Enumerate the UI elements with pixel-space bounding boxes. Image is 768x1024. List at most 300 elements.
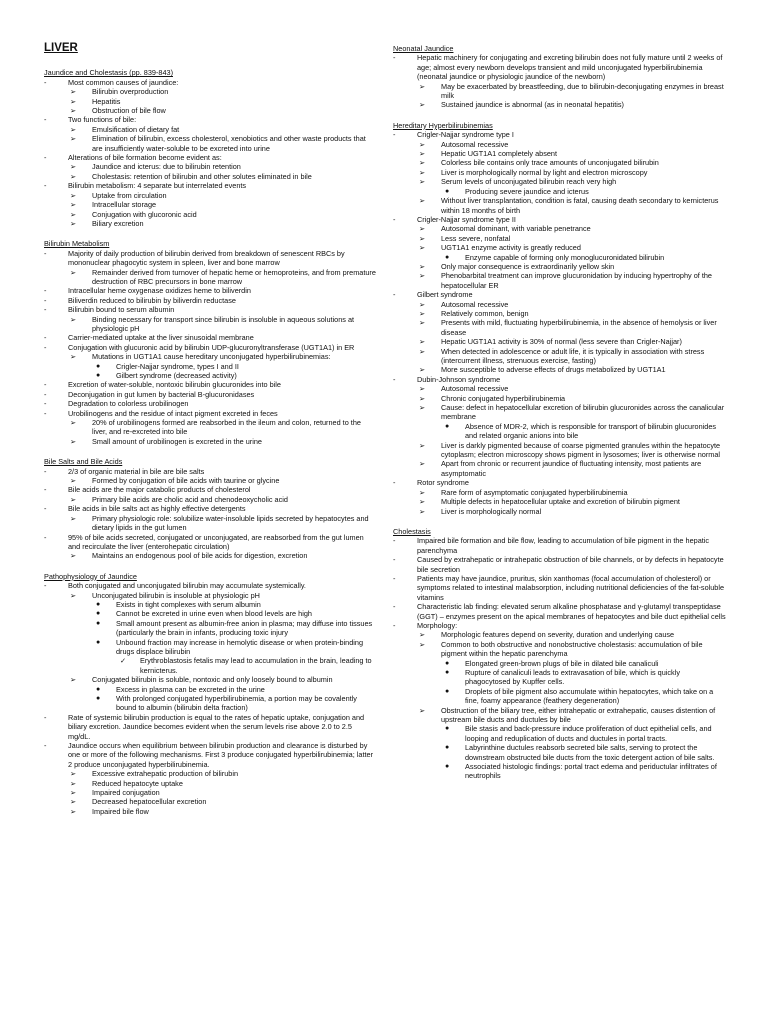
list-item (44, 162, 376, 171)
bullet-marker: ● (96, 372, 101, 379)
bullet-marker: ● (96, 362, 101, 370)
list-item (393, 574, 727, 602)
bullet-marker: - (393, 555, 396, 565)
bullet-marker: ➢ (419, 299, 426, 309)
list-item (393, 706, 727, 725)
list-item (393, 375, 727, 384)
list-item (393, 403, 727, 422)
list-item (44, 694, 376, 713)
bullet-marker: ● (96, 638, 101, 646)
list-item-text: Elongated green-brown plugs of bile in dilated bile canaliculi (465, 658, 659, 668)
bullet-marker: ➢ (70, 797, 77, 807)
list-item-text: Hepatitis (92, 96, 121, 106)
list-item (393, 478, 727, 487)
bullet-marker: ➢ (70, 476, 77, 486)
list-item (44, 476, 376, 485)
list-item (44, 485, 376, 494)
list-item (44, 741, 376, 769)
list-item (44, 797, 376, 806)
left-column (44, 42, 376, 816)
list-item (393, 215, 727, 224)
list-item (393, 140, 727, 149)
list-item-text: Autosomal dominant, with variable penetrance (441, 224, 591, 234)
list-item-text: Sustained jaundice is abnormal (as in neonatal hepatitis) (441, 100, 624, 110)
list-item (393, 365, 727, 374)
bullet-marker: ✓ (120, 656, 127, 666)
bullet-marker: ➢ (70, 352, 77, 362)
bullet-marker: ● (445, 744, 450, 752)
bullet-marker: ● (445, 187, 450, 195)
list-item (393, 743, 727, 762)
bullet-marker: ➢ (70, 87, 77, 97)
bullet-marker: ➢ (70, 162, 77, 172)
bullet-marker: - (44, 115, 47, 125)
bullet-marker: ● (445, 763, 450, 771)
list-item-text: Colorless bile contains only trace amounts of unconjugated bilirubin (441, 158, 659, 168)
bullet-marker: ➢ (70, 513, 77, 523)
list-item-text: Conjugated bilirubin is soluble, nontoxic and only loosely bound to albumin (92, 675, 333, 685)
list-item-text: Cholestasis: retention of bilirubin and other solutes eliminated in bile (92, 171, 312, 181)
list-item (393, 187, 727, 196)
bullet-marker: - (393, 573, 396, 583)
list-item-text: Without liver transplantation, condition is fatal, causing death secondary to kernicterus within 18 months of birth (441, 196, 719, 215)
bullet-marker: ➢ (419, 271, 426, 281)
list-item (44, 533, 376, 552)
list-item (393, 441, 727, 460)
list-item (44, 779, 376, 788)
list-item-text: Urobilinogens and the residue of intact pigment excreted in feces (68, 408, 278, 418)
bullet-marker: ➢ (419, 393, 426, 403)
list-item (44, 619, 376, 638)
section-heading: Neonatal Jaundice (393, 44, 454, 53)
list-item-text: Chronic conjugated hyperbilirubinemia (441, 393, 566, 403)
list-item (44, 78, 376, 87)
list-item-text: Most common causes of jaundice: (68, 77, 179, 87)
bullet-marker: - (393, 53, 396, 63)
bullet-marker: ➢ (70, 314, 77, 324)
bullet-marker: ➢ (419, 81, 426, 91)
list-item (44, 713, 376, 741)
bullet-marker: - (393, 602, 396, 612)
list-item-text: Impaired conjugation (92, 788, 160, 798)
list-item-text: Both conjugated and unconjugated bilirubin may accumulate systemically. (68, 581, 306, 591)
list-item-text: Decreased hepatocellular excretion (92, 797, 207, 807)
bullet-marker: ● (96, 600, 101, 608)
list-item (44, 437, 376, 446)
bullet-marker: - (44, 77, 47, 87)
list-item (393, 422, 727, 441)
bullet-marker: ➢ (419, 337, 426, 347)
list-item (44, 200, 376, 209)
bullet-marker: - (44, 181, 47, 191)
list-item (44, 115, 376, 124)
list-item-text: Biliary excretion (92, 218, 144, 228)
list-item-text: Crigler-Najjar syndrome type I (417, 130, 514, 140)
section-heading: Bilirubin Metabolism (44, 239, 110, 249)
bullet-marker: - (44, 408, 47, 418)
list-item-text: 2/3 of organic material in bile are bile salts (68, 466, 205, 476)
bullet-marker: ➢ (70, 778, 77, 788)
list-item (393, 630, 727, 639)
list-item-text: Autosomal recessive (441, 384, 509, 394)
bullet-marker: ➢ (70, 267, 77, 277)
list-item-text: Hepatic UGT1A1 activity is 30% of normal (less severe than Crigler-Najjar) (441, 337, 682, 347)
bullet-marker: ➢ (70, 218, 77, 228)
bullet-marker: - (44, 504, 47, 514)
bullet-marker: ➢ (419, 403, 426, 413)
list-item (44, 514, 376, 533)
list-item (393, 536, 727, 555)
list-item (393, 497, 727, 506)
list-item (44, 191, 376, 200)
section-heading: Hereditary Hyperbilirubinemias (393, 120, 493, 130)
list-item (393, 82, 727, 101)
bullet-marker: - (393, 214, 396, 224)
bullet-marker: ➢ (419, 440, 426, 450)
list-item-text: Degradation to colorless urobilinogen (68, 399, 189, 409)
bullet-marker: ➢ (419, 384, 426, 394)
list-item-text: Intracellular storage (92, 200, 157, 210)
list-item-text: More susceptible to adverse effects of drugs metabolized by UGT1A1 (441, 365, 666, 375)
bullet-marker: ➢ (419, 139, 426, 149)
list-item-text: Excess in plasma can be excreted in the urine (116, 684, 265, 694)
list-item (44, 362, 376, 371)
bullet-marker: - (44, 286, 47, 296)
section-heading: Jaundice and Cholestasis (pp. 839-843) (44, 68, 173, 78)
list-item (44, 581, 376, 590)
bullet-marker: - (44, 389, 47, 399)
section-heading: Cholestasis (393, 526, 431, 536)
list-item-text: Common to both obstructive and nonobstructive cholestasis: accumulation of bile pigment within the hepatic parenchyma (441, 639, 703, 659)
bullet-marker: ● (445, 725, 450, 733)
list-item-text: Small amount present as albumin-free anion in plasma; may diffuse into tissues (particularly the brain in infants, producing toxic injury (116, 618, 373, 638)
bullet-marker: - (44, 333, 47, 343)
list-item (44, 807, 376, 816)
list-item-text: Bilirubin metabolism: 4 separate but interrelated events (68, 181, 247, 191)
list-item (44, 638, 376, 657)
bullet-marker: - (393, 290, 396, 300)
list-item (393, 271, 727, 290)
list-item (44, 134, 376, 153)
bullet-marker: ● (96, 619, 101, 627)
list-item (44, 685, 376, 694)
list-item (44, 87, 376, 96)
list-item-text: Dubin-Johnson syndrome (417, 374, 501, 384)
bullet-marker: ● (96, 695, 101, 702)
list-item (393, 347, 727, 366)
list-item (44, 788, 376, 797)
list-item (44, 172, 376, 181)
list-item-text: Apart from chronic or recurrent jaundice of fluctuating intensity, most patients are asymptomatic (441, 459, 702, 478)
list-item-text: Biliverdin reduced to bilirubin by biliverdin reductase (68, 295, 236, 305)
section-heading: Pathophysiology of Jaundice (44, 571, 137, 581)
bullet-marker: - (44, 741, 47, 751)
bullet-marker: ➢ (70, 788, 77, 798)
bullet-marker: - (44, 466, 47, 476)
list-item (44, 181, 376, 190)
bullet-marker: ➢ (419, 233, 426, 243)
list-item-text: Rotor syndrome (417, 478, 469, 488)
list-item-text: Obstruction of bile flow (92, 106, 166, 116)
bullet-marker: ➢ (419, 497, 426, 507)
list-item (44, 600, 376, 609)
list-item (393, 337, 727, 346)
bullet-marker: - (44, 380, 47, 390)
list-item (393, 555, 727, 574)
list-item (44, 219, 376, 228)
bullet-marker: ➢ (70, 124, 77, 134)
list-item-text: Labyrinthine ductules reabsorb secreted bile salts, serving to protect the downstream obstructed bile ducts from the toxic detergent action of bile salts. (465, 743, 715, 762)
list-item-text: Cause: defect in hepatocellular excretion of bilirubin glucuronides across the canalicular membrane (441, 403, 725, 422)
list-item-text: 95% of bile acids secreted, conjugated or unconjugated, are reabsorbed from the gut lumen and recirculate the liver (enterohepatic circulation) (68, 532, 364, 551)
list-item (393, 53, 727, 81)
list-item-text: When detected in adolescence or adult life, it is typically in association with stress (intercurrent illness, strenuous exercise, fasting) (441, 346, 705, 365)
list-item (44, 286, 376, 295)
list-item-text: Gilbert syndrome (decreased activity) (116, 371, 237, 380)
list-item (44, 305, 376, 314)
list-item-text: Hepatic machinery for conjugating and excreting bilirubin does not fully mature until 2 weeks of age; almost every newborn develops transient and mild unconjugated hyperbilirubinemia (neonatal jaundice or physiologic jaundice of the newborn) (417, 53, 723, 82)
list-item (44, 296, 376, 305)
bullet-marker: ➢ (70, 806, 77, 816)
list-item (393, 507, 727, 516)
list-item-text: Relatively common, benign (441, 308, 529, 318)
bullet-marker: ● (96, 610, 101, 618)
list-item-text: Morphologic features depend on severity, duration and underlying cause (441, 630, 675, 640)
list-item (393, 253, 727, 262)
list-item-text: Elimination of bilirubin, excess cholesterol, xenobiotics and other waste products that are insufficiently water-soluble to be excreted into urine (92, 134, 366, 153)
list-item (44, 656, 376, 675)
list-item-text: Rupture of canaliculi leads to extravasation of bile, which is quickly phagocytosed by Kupffer cells. (465, 668, 680, 687)
bullet-marker: ➢ (419, 318, 426, 328)
list-item (393, 687, 727, 706)
list-item (44, 675, 376, 684)
list-item-text: Liver is morphologically normal by light and electron microscopy (441, 167, 648, 177)
list-item (393, 659, 727, 668)
list-item-text: Crigler-Najjar syndrome, types I and II (116, 361, 239, 371)
list-item (393, 621, 727, 630)
bullet-marker: ➢ (419, 261, 426, 271)
list-item-text: Only major consequence is extraordinarily yellow skin (441, 261, 615, 271)
list-item-text: Unbound fraction may increase in hemolytic disease or when protein-binding drugs displace bilirubin (116, 637, 364, 656)
list-item-text: Bile stasis and back-pressure induce proliferation of duct epithelial cells, and looping and reduplication of ducts and ductules in portal tracts. (465, 724, 712, 743)
list-item (393, 130, 727, 139)
list-item (393, 384, 727, 393)
list-item (393, 234, 727, 243)
bullet-marker: - (393, 536, 396, 546)
bullet-marker: - (393, 620, 396, 630)
bullet-marker: - (44, 342, 47, 352)
list-item (44, 352, 376, 361)
list-item (44, 495, 376, 504)
list-item (393, 290, 727, 299)
list-item (393, 168, 727, 177)
list-item-text: Liver is morphologically normal (441, 506, 542, 516)
bullet-marker: ➢ (419, 487, 426, 497)
list-item-text: Hepatic UGT1A1 completely absent (441, 149, 557, 159)
bullet-marker: ➢ (70, 200, 77, 210)
list-item-text: Binding necessary for transport since bilirubin is insoluble in aqueous solutions at physiologic pH (92, 314, 355, 333)
list-item-text: Alterations of bile formation become evident as: (68, 153, 222, 163)
bullet-marker: ➢ (70, 171, 77, 181)
bullet-marker: ➢ (419, 177, 426, 187)
bullet-marker: ➢ (70, 494, 77, 504)
list-item (393, 262, 727, 271)
list-item-text: Bilirubin overproduction (92, 87, 169, 97)
list-item-text: Bilirubin bound to serum albumin (68, 305, 175, 315)
list-item-text: Primary physiologic role: solubilize water-insoluble lipids secreted by hepatocytes and dietary lipids in the gut lumen (92, 513, 369, 533)
bullet-marker: ● (445, 669, 450, 676)
list-item-text: 20% of urobilinogens formed are reabsorbed in the ileum and colon, returned to the liver, and re-excreted into bile (92, 418, 361, 437)
bullet-marker: ➢ (419, 158, 426, 168)
list-item-text: Bile acids in bile salts act as highly effective detergents (68, 504, 246, 514)
list-item-text: Rate of systemic bilirubin production is equal to the rates of hepatic uptake, conjugation and biliary excretion. Jaundice becomes evident when the serum levels rise above 2.0 to 2.5 mg/dL. (68, 712, 365, 741)
list-item-text: Producing severe jaundice and icterus (465, 186, 589, 196)
list-item (393, 158, 727, 167)
list-item (44, 315, 376, 334)
list-item (44, 371, 376, 380)
list-item-text: Autosomal recessive (441, 139, 509, 149)
list-item-text: Bile acids are the major catabolic products of cholesterol (68, 485, 251, 495)
bullet-marker: ➢ (70, 590, 77, 600)
list-item (44, 467, 376, 476)
bullet-marker: ➢ (419, 149, 426, 159)
list-item-text: Crigler-Najjar syndrome type II (417, 214, 516, 224)
list-item (44, 106, 376, 115)
list-item (44, 609, 376, 618)
bullet-marker: ➢ (419, 243, 426, 253)
bullet-marker: ➢ (70, 134, 77, 144)
list-item (393, 724, 727, 743)
list-item-text: Remainder derived from turnover of hepatic heme or hemoproteins, and from premature destruction of RBC precursors in bone marrow (92, 267, 376, 286)
list-item-text: Autosomal recessive (441, 299, 509, 309)
list-item-text: Intracellular heme oxygenase oxidizes heme to biliverdin (68, 286, 251, 296)
bullet-marker: ➢ (70, 675, 77, 685)
list-item-text: Multiple defects in hepatocellular uptake and excretion of bilirubin pigment (441, 497, 680, 507)
bullet-marker: - (44, 485, 47, 495)
bullet-marker: ● (445, 422, 450, 430)
bullet-marker: ➢ (70, 436, 77, 446)
bullet-marker: - (44, 712, 47, 722)
list-item-text: Presents with mild, fluctuating hyperbilirubinemia, in the absence of hemolysis or liver disease (441, 318, 717, 337)
list-item (44, 390, 376, 399)
list-item-text: Two functions of bile: (68, 115, 137, 125)
list-item (44, 591, 376, 600)
list-item (44, 399, 376, 408)
list-item (393, 459, 727, 478)
bullet-marker: ➢ (419, 459, 426, 469)
list-item-text: Impaired bile formation and bile flow, leading to accumulation of bile pigment in the hepatic parenchyma (417, 536, 710, 555)
bullet-marker: ● (445, 253, 450, 261)
list-item-text: Emulsification of dietary fat (92, 124, 180, 134)
list-item (393, 762, 727, 781)
list-item-text: Excretion of water-soluble, nontoxic bilirubin glucuronides into bile (68, 380, 281, 390)
bullet-marker: ➢ (419, 506, 426, 516)
bullet-marker: ➢ (70, 551, 77, 561)
list-item (393, 149, 727, 158)
list-item-text: Obstruction of the biliary tree, either intrahepatic or extrahepatic, causes distention of upstream bile ducts and ductules by bile (441, 705, 716, 725)
list-item (393, 668, 727, 687)
list-item-text: May be exacerbated by breastfeeding, due to bilirubin-deconjugating enzymes in breast milk (441, 81, 724, 101)
bullet-marker: ➢ (70, 96, 77, 106)
list-item (393, 394, 727, 403)
page-title: LIVER (44, 42, 78, 54)
list-item (44, 551, 376, 560)
list-item (44, 125, 376, 134)
list-item (44, 418, 376, 437)
bullet-marker: ● (445, 687, 450, 695)
bullet-marker: ➢ (419, 705, 426, 715)
bullet-marker: ● (445, 659, 450, 667)
list-item-text: Maintains an endogenous pool of bile acids for digestion, excretion (92, 551, 308, 561)
list-item (393, 177, 727, 186)
list-item-text: Excessive extrahepatic production of bilirubin (92, 769, 239, 779)
list-item-text: Less severe, nonfatal (441, 233, 511, 243)
bullet-marker: - (44, 532, 47, 542)
list-item-text: Patients may have jaundice, pruritus, skin xanthomas (focal accumulation of cholesterol) or symptoms related to intestinal malabsorption, including nutritional deficiencies of the fat-soluble vitamins (417, 573, 725, 602)
list-item-text: Majority of daily production of bilirubin derived from breakdown of senescent RBCs by mononuclear phagocytic system in spleen, liver and bone marrow (68, 248, 345, 268)
list-item (44, 210, 376, 219)
bullet-marker: ➢ (70, 418, 77, 428)
list-item (44, 380, 376, 389)
bullet-marker: ➢ (70, 209, 77, 219)
list-item-text: Characteristic lab finding: elevated serum alkaline phosphatase and γ-glutamyl transpeptidase (GGT) – enzymes present on the apical membranes of hepatocytes and bile duct epithelial cells (417, 602, 726, 621)
bullet-marker: ➢ (419, 308, 426, 318)
list-item (393, 602, 727, 621)
list-item (393, 640, 727, 659)
list-item-text: Formed by conjugation of bile acids with taurine or glycine (92, 476, 280, 486)
list-item-text: Exists in tight complexes with serum albumin (116, 599, 261, 609)
bullet-marker: - (393, 130, 396, 140)
list-item (44, 409, 376, 418)
bullet-marker: - (44, 581, 47, 591)
list-item-text: With prolonged conjugated hyperbilirubinemia, a portion may be covalently bound to albumin (bilirubin delta fraction) (116, 694, 357, 713)
list-item (393, 243, 727, 252)
list-item-text: Phenobarbital treatment can improve glucuronidation by inducing hypertrophy of the hepatocellular ER (441, 271, 712, 290)
bullet-marker: ➢ (70, 106, 77, 116)
list-item (393, 196, 727, 215)
list-item-text: Conjugation with glucoronic acid (92, 209, 197, 219)
list-item (393, 224, 727, 233)
list-item (44, 153, 376, 162)
list-item-text: Morphology: (417, 620, 458, 630)
bullet-marker: ● (96, 685, 101, 693)
list-item-text: Jaundice occurs when equilibrium between bilirubin production and clearance is disturbed by one or more of the following mechanisms. First 3 produce conjugated hyperbilirubinemia; latter 2 produce unconjugated hyperbilirubinemia. (68, 741, 374, 769)
list-item-text: Caused by extrahepatic or intrahepatic obstruction of bile channels, or by defects in hepatocyte bile secretion (417, 555, 724, 574)
list-item-text: Rare form of asymptomatic conjugated hyperbilirubinemia (441, 487, 628, 497)
list-item-text: Primary bile acids are cholic acid and chenodeoxycholic acid (92, 494, 288, 504)
bullet-marker: - (44, 305, 47, 315)
section-heading: Bile Salts and Bile Acids (44, 457, 123, 467)
list-item-text: Cannot be excreted in urine even when blood levels are high (116, 609, 312, 619)
bullet-marker: ➢ (419, 639, 426, 649)
list-item-text: UGT1A1 enzyme activity is greatly reduced (441, 243, 581, 253)
list-item-text: Uptake from circulation (92, 190, 167, 200)
bullet-marker: - (44, 399, 47, 409)
bullet-marker: - (44, 153, 47, 163)
list-item-text: Associated histologic findings: portal tract edema and periductular infiltrates of neutrophils (465, 762, 717, 781)
list-item (44, 333, 376, 342)
bullet-marker: ➢ (419, 365, 426, 375)
bullet-marker: - (393, 374, 396, 384)
list-item (393, 309, 727, 318)
list-item (44, 97, 376, 106)
list-item (393, 100, 727, 109)
list-item-text: Droplets of bile pigment also accumulate within hepatocytes, which take on a fine, foamy appearance (feathery degeneration) (465, 686, 714, 706)
right-column (393, 44, 727, 781)
bullet-marker: ➢ (70, 769, 77, 779)
list-item (44, 268, 376, 287)
bullet-marker: ➢ (419, 224, 426, 234)
